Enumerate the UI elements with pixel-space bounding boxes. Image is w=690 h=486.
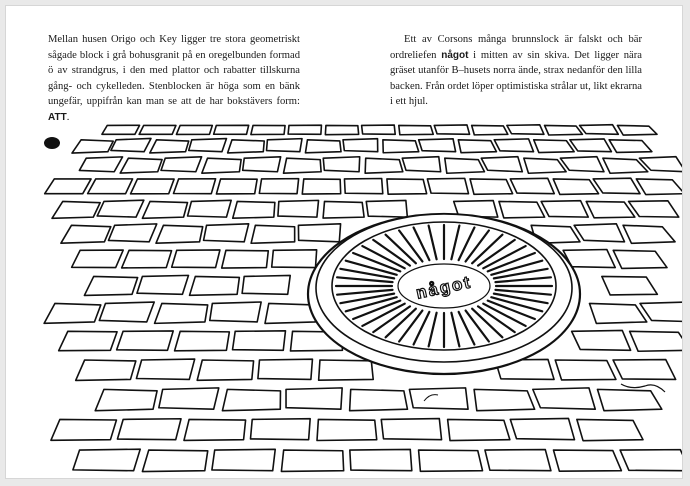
cobblestone [366,200,407,217]
cobblestone [613,360,676,380]
cobblestone [494,139,533,152]
cobblestone [427,178,468,193]
page [6,6,682,478]
cobblestone [533,388,595,409]
cobblestone [524,158,566,173]
cobblestone [555,360,616,380]
cobblestone [434,125,469,134]
cobblestone [155,303,208,323]
cobblestone [419,139,456,152]
cobblestone [343,139,378,152]
cobblestone [298,224,340,242]
cobblestone [474,389,535,410]
cobblestone [317,419,377,440]
cobblestone [350,389,408,410]
cobblestone [445,158,485,173]
cobblestone [499,201,545,217]
cobblestone [623,225,675,243]
cobblestone [383,140,419,153]
cobblestone [176,125,212,134]
cobblestone [302,179,340,194]
cobblestone [108,224,156,242]
cobblestone [470,179,513,194]
cobblestone [580,125,619,135]
cobblestone [202,158,241,173]
cobblestone [173,179,215,194]
cobblestone [61,225,111,243]
cobblestone [214,125,249,134]
cobblestone [88,179,133,194]
cobblestone [44,303,101,323]
cobblestone [419,450,483,471]
cobblestone [409,388,468,409]
cobblestone [387,179,427,194]
cobblestone [117,331,174,350]
cobblestone [402,157,440,172]
cobblestone [589,303,646,323]
cobblestone [510,418,574,439]
cobblestone [210,302,261,322]
cobblestone [161,157,202,172]
cobblestone [79,157,122,172]
cobblestone [73,449,140,471]
cobblestone [636,179,682,195]
cobblestone [323,201,364,218]
cobblestone [52,201,100,218]
cobblestone [574,224,624,242]
cobblestone [448,419,510,440]
cobblestone [272,250,317,268]
cobblestone [286,388,342,409]
cobblestone [120,158,162,173]
cobblestone [545,125,583,135]
cobblestone [510,178,554,193]
cobblestone [278,200,319,217]
manhole-cover [308,214,580,374]
cobblestone [216,179,257,194]
cobblestone [325,125,358,134]
cobblestone [72,250,124,267]
cobblestone [184,419,246,440]
cobblestone [131,179,175,194]
cobblestone [613,250,667,268]
cobblestone [233,331,286,351]
cobblestone [630,331,682,351]
cobblestone [399,125,433,134]
cobblestone [84,276,137,295]
cobblestone [190,276,240,295]
relief-word: något [414,272,474,303]
cobblestone [51,419,117,440]
cobblestone [640,302,682,322]
cobblestone [258,359,313,379]
cobblestone [76,360,136,380]
cobblestone [288,125,321,134]
cobblestone [507,125,544,135]
cobblestone [572,330,631,350]
emphasis-nagot: något [441,49,469,61]
cobblestone [597,389,661,410]
ink-blot [44,137,60,149]
cobblestone [222,389,280,410]
cobblestone [228,140,265,153]
cobblestone [72,140,113,153]
cobblestone [242,275,290,294]
cobblestone [111,138,151,151]
emphasis-att: ATT [48,111,67,123]
cobblestone [159,388,219,409]
cobblestone [609,140,652,153]
right-paragraph: Ett av Corsons många brunnslock är falskt och bär ordreliefen något i mitten av sin skiva. Det ligger nära gräset utanför B–husets norra ände, strax nedanför den lilla backen. Från ordet löper optimistiska strålar ut, likt ekrarna i ett hjul. [390,34,642,108]
cobblestone [381,419,441,440]
cobblestone [305,140,341,153]
left-paragraph: Mellan husen Origo och Key ligger tre stora geometriskt sågade block i grå bohusgranit på en oregelbunden formad ö av strandgrus, i den med plattor och rabatter tillskurna gång- och cykelleden. Stenblocken är höga som en bänk ungefär, uppifrån kan man se att de har bokstävers form: ATT. [48,34,300,123]
cobblestone [150,140,189,153]
cobblestone [156,225,203,243]
cobblestone [570,139,612,152]
cobblestone [204,224,249,242]
left-text-column [48,32,300,126]
cobblestone [142,201,187,218]
cobblestone [560,157,604,172]
cobblestone [323,157,359,172]
cobblestone [362,125,396,134]
cobblestone [319,360,374,380]
cobblestone [541,201,588,217]
cobblestone [250,419,310,440]
cobblestone [175,331,230,350]
cobblestone [586,201,635,217]
cobblestone [139,125,176,134]
cobblestone [265,303,315,323]
cobblestone [97,200,144,217]
cobblestone [553,179,598,194]
cobblestone [197,360,253,380]
cobblestone [137,275,189,294]
cobblestone [620,450,682,471]
cobblestone [99,302,154,322]
cobblestone [188,200,232,217]
cobblestone [485,450,551,471]
cobblestone [95,389,157,410]
cobblestone [251,125,285,134]
cobblestone [172,250,220,268]
cobblestone [212,449,275,470]
cobblestone [243,157,281,172]
cobblestone [259,179,298,194]
cobblestone [481,157,522,172]
cobblestone [534,140,574,153]
cobblestone [602,276,657,294]
crack-line [424,395,438,401]
cobblestone [350,449,412,470]
cobblestone [553,450,621,471]
cobblestone [102,125,140,134]
cobblestone [577,419,643,440]
cobblestone [233,201,275,218]
cobblestone [344,178,382,193]
cobblestone [222,250,269,268]
cobblestone [284,158,322,173]
cobblestone [472,125,508,134]
cobblestone [593,178,640,194]
cobblestone [136,359,194,379]
cobblestone [189,139,227,152]
cobblestone [629,201,679,217]
cobblestone [251,225,295,243]
cobblestone [142,450,207,471]
cobblestone [122,250,172,268]
cobblestone [458,140,496,153]
cobblestone [267,139,302,152]
cobblestone [45,179,91,194]
cobblestone [365,158,403,173]
cobblestone [281,450,343,471]
cobblestone [59,331,117,350]
right-text-column [390,32,642,110]
cobblestone [617,125,657,135]
cobblestone [117,419,181,440]
